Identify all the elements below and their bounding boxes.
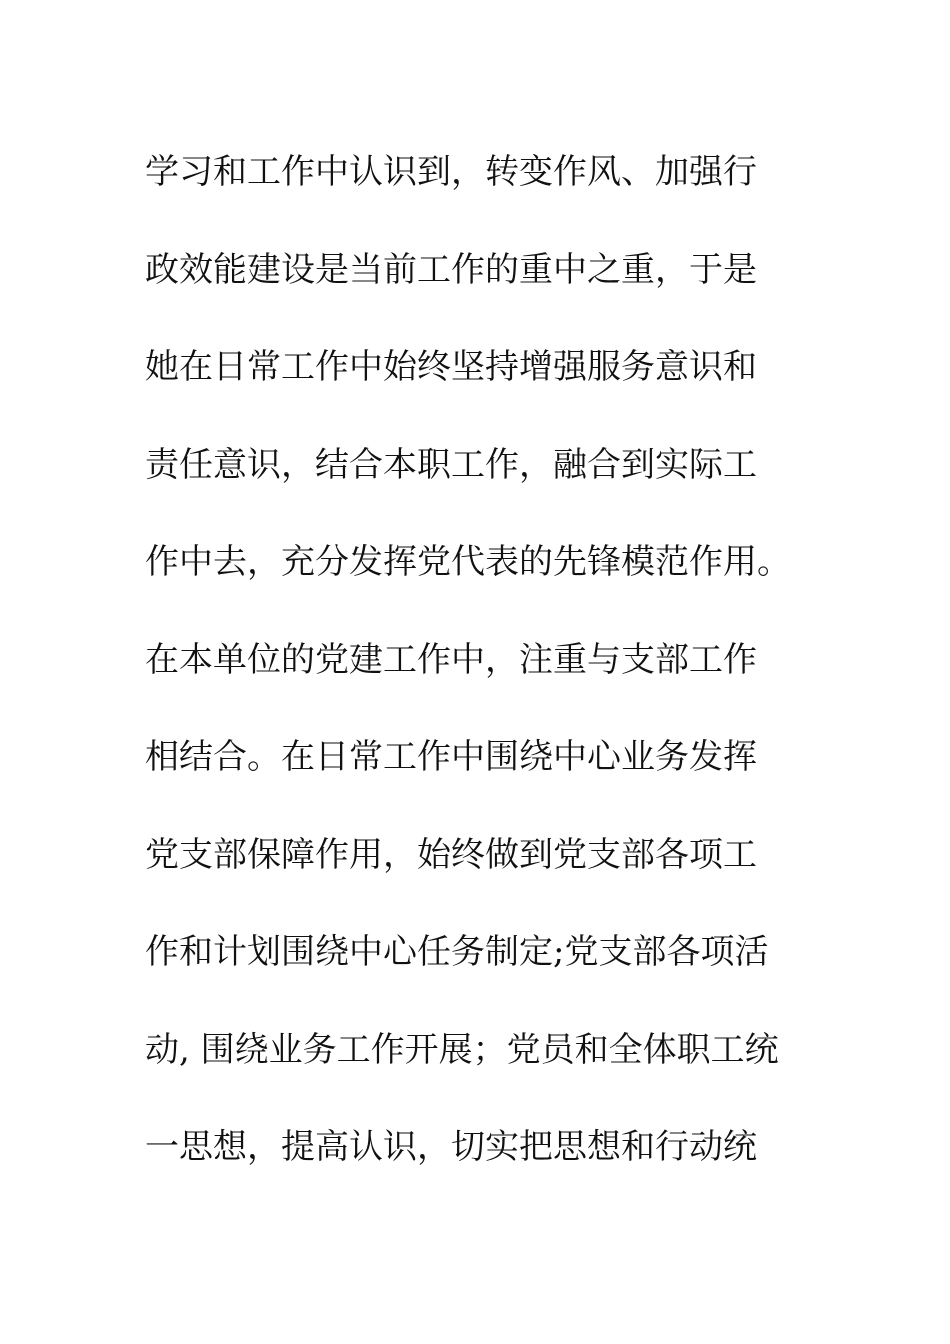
text-line-9: 作和计划围绕中心任务制定;党支部各项活	[145, 932, 769, 972]
text-line-6: 在本单位的党建工作中，注重与支部工作	[145, 639, 757, 680]
text-line-5: 作中去，充分发挥党代表的先锋模范作用。	[145, 542, 791, 582]
text-line-1: 学习和工作中认识到，转变作风、加强行	[145, 152, 757, 192]
text-line-11: 一思想，提高认识，切实把思想和行动统	[145, 1127, 757, 1167]
text-line-2: 政效能建设是当前工作的重中之重，于是	[145, 249, 757, 290]
text-line-8: 党支部保障作用，始终做到党支部各项工	[145, 834, 757, 875]
text-line-10: 动, 围绕业务工作开展；党员和全体职工统	[145, 1029, 779, 1070]
text-line-7: 相结合。在日常工作中围绕中心业务发挥	[145, 737, 757, 777]
body-text	[145, 124, 825, 1197]
text-line-3: 她在日常工作中始终坚持增强服务意识和	[145, 347, 757, 387]
text-line-4: 责任意识，结合本职工作，融合到实际工	[145, 444, 757, 485]
